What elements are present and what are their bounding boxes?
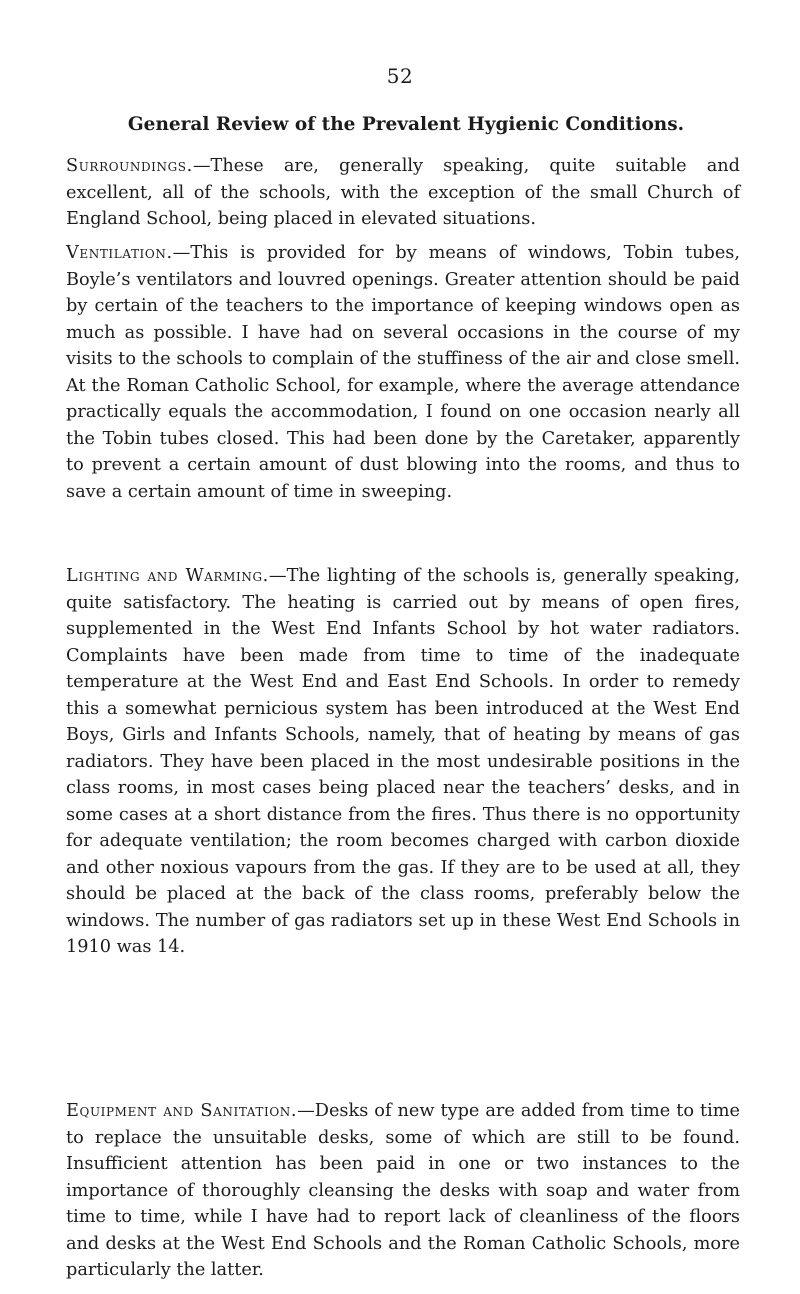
section-text: —The lighting of the schools is, generally speaking, quite satisfactory. The heating is carried out by means of open fires, supplemented in the West End Infants School by hot water radiators. Complaints have been made from time to time of the inadequate temperature at the West End and East End Schools. In order to remedy this a somewhat pernicious system has been introduced at the West End Boys, Girls and Infants Schools, namely, that of heating by means of gas radiators. They have been placed in the most undesirable positions in the class rooms, in most cases being placed near the teachers’ desks, and in some cases at a short distance from the fires. Thus there is no opportunity for adequate ventilation; the room becomes charged with carbon dioxide and other noxious vapours from the gas. If they are to be used at all, they should be placed at the back of the class rooms, preferably below the windows. The number of gas radiators set up in these West End Schools in 1910 was 14. <box>66 566 740 957</box>
section-text: —Desks of new type are added from time to time to replace the unsuitable desks, some of which are still to be found. Insufficient attention has been paid in one or two instances to the importance of thoroughly cleansing the desks with soap and water from time to time, while I have had to report lack of cleanliness of the floors and desks at the West End Schools and the Roman Catholic Schools, more particularly the latter. <box>66 1101 740 1280</box>
page-number: 52 <box>386 64 414 88</box>
section-text: —This is provided for by means of windows, Tobin tubes, Boyle’s ventilators and louvred openings. Greater attention should be paid by certain of the teachers to the importance of keeping windows open as much as possible. I have had on several occasions in the course of my visits to the schools to complain of the stuffiness of the air and close smell. At the Roman Catholic School, for example, where the average attendance practically equals the accommodation, I found on one occasion nearly all the Tobin tubes closed. This had been done by the Caretaker, apparently to prevent a certain amount of dust blowing into the rooms, and thus to save a certain amount of time in sweeping. <box>66 243 740 502</box>
page-heading: General Review of the Prevalent Hygienic Conditions. <box>127 114 685 135</box>
section-surroundings <box>66 153 740 233</box>
section-title: Equipment and Sanitation. <box>66 1101 298 1121</box>
section-equipment-and-sanitation <box>66 1098 740 1284</box>
section-title: Ventilation. <box>66 243 173 263</box>
section-ventilation <box>66 240 740 505</box>
section-text: —These are, generally speaking, quite suitable and excellent, all of the schools, with the exception of the small Church of England School, being placed in elevated situations. <box>66 156 740 229</box>
section-title: Surroundings. <box>66 156 193 176</box>
section-lighting-and-warming <box>66 563 740 961</box>
section-title: Lighting and Warming. <box>66 566 269 586</box>
